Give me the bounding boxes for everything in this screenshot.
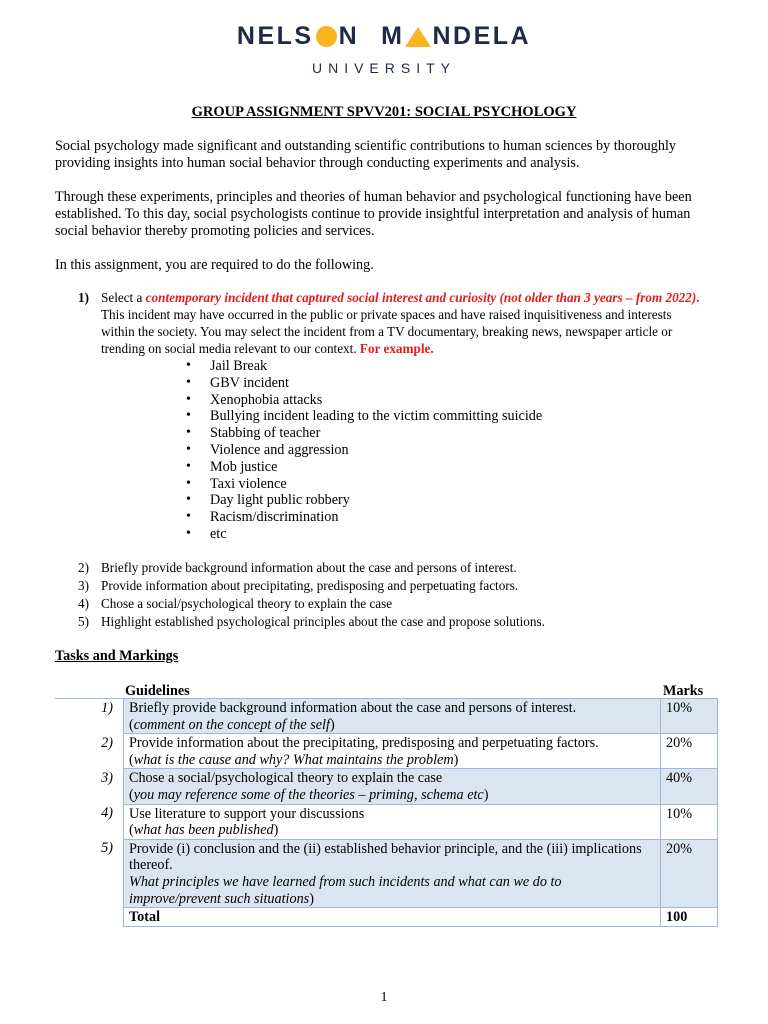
hint-close: ): [453, 751, 459, 768]
guidelines-column-header: Guidelines: [125, 683, 190, 699]
guideline-text: Briefly provide background information about the case and persons of interest.: [129, 700, 577, 716]
hint-open: (: [129, 786, 134, 803]
step-item: [78, 613, 545, 631]
total-value: 100: [661, 908, 718, 927]
row-number: 4): [101, 805, 113, 822]
row-marks: 10%: [661, 804, 718, 839]
step-number: 2): [78, 560, 89, 575]
hint-open: (: [129, 822, 134, 839]
question-1-dot: .: [696, 290, 700, 305]
logo-wordmark: [237, 22, 531, 51]
step-item: [78, 577, 545, 595]
question-1-lead: Select a: [101, 290, 146, 305]
logo-word-nelson-a: NELS: [236, 22, 314, 50]
row-number: 5): [101, 840, 113, 857]
guideline-text: Use literature to support your discussions: [129, 805, 365, 822]
table-row: [55, 699, 718, 734]
row-guideline: [124, 734, 661, 769]
row-marks: 10%: [661, 699, 718, 734]
row-guideline: [124, 699, 661, 734]
list-item: • GBV incident: [184, 375, 542, 392]
row-number: 1): [55, 699, 124, 734]
logo-word-mandela-b: NDELA: [432, 22, 532, 50]
step-number: 5): [78, 614, 89, 629]
tasks-table: [55, 698, 718, 927]
sun-icon: [316, 26, 337, 47]
row-number: 2): [101, 734, 113, 751]
question-1-body: This incident may have occurred in the public or private spaces and have raised inquisitiveness and interests within the society. You may select the incident from a TV documentary, breaking news, newspaper article or trending on social media relevant to our context.: [101, 307, 673, 356]
step-number: 3): [78, 578, 89, 593]
list-item: • Bullying incident leading to the victim committing suicide: [184, 408, 542, 425]
list-item: • Violence and aggression: [184, 442, 542, 459]
intro-paragraph-2: Through these experiments, principles and theories of human behavior and psychological functioning have been established. To this day, social psychologists continue to provide insightful interpretation and analysis of human social behavior thereby promoting policies and services.: [55, 189, 692, 239]
marks-column-header: Marks: [663, 683, 704, 699]
step-number: 4): [78, 596, 89, 611]
tasks-heading: Tasks and Markings: [55, 648, 179, 664]
row-number: 3): [101, 769, 113, 786]
list-item: • Racism/discrimination: [184, 509, 542, 526]
list-item: • Mob justice: [184, 459, 542, 476]
hint-close: ): [309, 890, 314, 907]
question-1-number: 1): [78, 290, 89, 305]
list-item: • Taxi violence: [184, 476, 542, 493]
document-title: GROUP ASSIGNMENT SPVV201: SOCIAL PSYCHOLOGY: [191, 104, 577, 120]
list-item: • Jail Break: [184, 358, 542, 375]
table-row: [55, 734, 718, 769]
question-1-example-label: For example.: [359, 341, 434, 356]
row-guideline: [124, 839, 661, 907]
row-guideline: [124, 769, 661, 804]
guideline-hint: what has been published: [133, 822, 274, 839]
guideline-text: Provide information about the precipitating, predisposing and perpetuating factors.: [129, 735, 599, 752]
step-item: [78, 559, 545, 577]
total-label: Total: [124, 908, 661, 927]
table-total-row: [55, 908, 718, 927]
logo-word-nelson-b: N: [338, 22, 360, 50]
hint-open: (: [129, 751, 134, 768]
step-text: Chose a social/psychological theory to explain the case: [101, 596, 393, 611]
logo-word-mandela-a: M: [381, 22, 405, 50]
examples-list: [184, 358, 542, 543]
hint-close: ): [329, 716, 335, 733]
step-text: Provide information about precipitating, predisposing and perpetuating factors.: [101, 578, 519, 593]
steps-list: [78, 559, 545, 631]
list-item: • Xenophobia attacks: [184, 392, 542, 409]
list-item: • etc: [184, 526, 542, 543]
row-marks: 40%: [661, 769, 718, 804]
row-marks: 20%: [661, 839, 718, 907]
guideline-hint: comment on the concept of the self: [133, 716, 330, 733]
row-marks: 20%: [661, 734, 718, 769]
step-text: Briefly provide background information about the case and persons of interest.: [101, 560, 517, 575]
question-1-highlight: contemporary incident that captured social interest and curiosity (not older than 3 years – from 2022): [145, 290, 697, 305]
page-number: 1: [380, 990, 388, 1005]
step-item: [78, 595, 545, 613]
guideline-text: Provide (i) conclusion and the (ii) established behavior principle, and the (iii) implications thereof.: [129, 840, 642, 874]
intro-paragraph-3: In this assignment, you are required to do the following.: [55, 257, 374, 273]
hint-close: ): [483, 786, 489, 803]
hint-close: ): [273, 822, 279, 839]
intro-paragraph-1: Social psychology made significant and outstanding scientific contributions to human sciences by thoroughly providing insights into human social behavior through conducting experiments and analysis.: [55, 138, 676, 171]
question-1-text: [101, 289, 706, 357]
hint-open: (: [129, 716, 134, 733]
table-row: [55, 804, 718, 839]
university-logo: [0, 22, 768, 76]
table-row: [55, 769, 718, 804]
row-guideline: [124, 804, 661, 839]
guideline-text: Chose a social/psychological theory to explain the case: [129, 770, 443, 787]
guideline-hint: What principles we have learned from such incidents and what can we do to improve/prevent such situations: [129, 873, 562, 907]
logo-subtitle: UNIVERSITY: [311, 60, 456, 76]
list-item: • Stabbing of teacher: [184, 425, 542, 442]
guideline-hint: what is the cause and why? What maintains the problem: [133, 751, 454, 768]
triangle-icon: [405, 27, 431, 47]
step-text: Highlight established psychological principles about the case and propose solutions.: [101, 614, 545, 629]
guideline-hint: you may reference some of the theories – priming, schema etc: [133, 786, 484, 803]
list-item: • Day light public robbery: [184, 492, 542, 509]
table-row: [55, 839, 718, 907]
